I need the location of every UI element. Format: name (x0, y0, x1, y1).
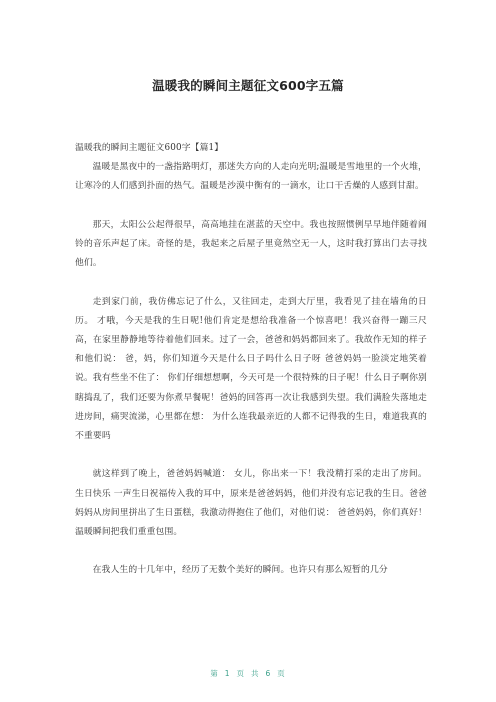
paragraph: 那天，太阳公公起得很早，高高地挂在湛蓝的天空中。我也按照惯例早早地伴随着闹铃的音乐声起了床。奇怪的是，我起来之后屋子里竟然空无一人，这时我打算出门去寻找他们。 (75, 219, 427, 269)
page-unit: 页 (236, 669, 245, 678)
section-heading: 温暖我的瞬间主题征文600字【篇1】 (75, 143, 224, 153)
document-title: 温暖我的瞬间主题征文600字五篇 (152, 78, 344, 93)
paragraph: 走到家门前，我仿佛忘记了什么，又往回走，走到大厅里，我看见了挂在墙角的日历。 才哦，今天是我的生日呢!他们肯定是想给我准备一个惊喜吧！我兴奋得一蹦三尺高，在家里静静地等待着他们回来。过了一会，爸爸和妈妈都回来了。我故作无知的样子和他们说： 爸，妈，你们知道今天是什么日子吗什么日子呀 爸爸妈妈一脸淡定地笑着说。我有些坐不住了： 你们仔细想想啊，今天可是一个很特殊的日子呢！什么日子啊你别瞎捣乱了，我们还要为你煮早餐呢！爸妈的回答再一次让我感到失望。我们满脸失落地走进房间，痛哭流涕，心里都在想： 为什么连我最亲近的人都不记得我的生日，难道我真的不重要吗 (75, 296, 427, 442)
paragraph: 在我人生的十几年中，经历了无数个美好的瞬间。也许只有那么短暂的几分 (92, 565, 388, 576)
paragraph: 就这样到了晚上，爸爸妈妈喊道： 女儿，你出来一下！我没精打采的走出了房间。 生日快乐 一声生日祝福传入我的耳中，原来是爸爸妈妈，他们并没有忘记我的生日。爸爸妈妈从房间里拼出了生日蛋糕，我激动得抱住了他们，对他们说： 爸爸妈妈，你们真好！温暖瞬间把我们重重包围。 (75, 469, 427, 538)
total-pages: 6 (265, 669, 272, 678)
page-number: 1 (224, 669, 231, 678)
page-label: 第 (210, 669, 219, 678)
page-footer (0, 668, 496, 679)
document-body (75, 139, 427, 600)
total-label: 共 (251, 669, 260, 678)
paragraph: 温暖是黑夜中的一盏指路明灯，那迷失方向的人走向光明;温暖是雪地里的一个火堆，让寒冷的人们感到扑面的热气。温暖是沙漠中衡有的一滴水，让口干舌燥的人感到甘甜。 (75, 162, 427, 192)
total-unit: 页 (277, 669, 286, 678)
